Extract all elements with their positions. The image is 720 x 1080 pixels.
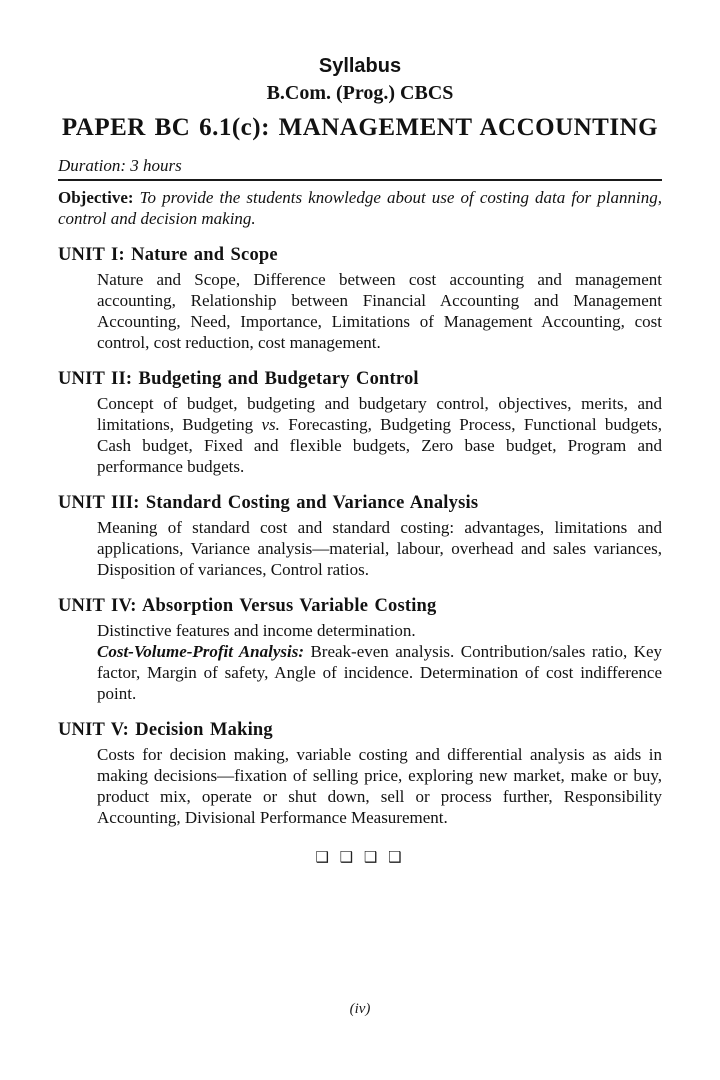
- duration-rule: [58, 155, 662, 181]
- paper-title: PAPER BC 6.1(c): MANAGEMENT ACCOUNTING: [61, 114, 659, 141]
- unit-4-line1: Distinctive features and income determination.: [97, 621, 416, 640]
- unit-4-section: [58, 595, 662, 704]
- page-number: (iv): [349, 1001, 371, 1017]
- unit-4-heading: UNIT IV: Absorption Versus Variable Costing: [58, 596, 437, 616]
- unit-4-cvp-text: Break-even analysis. Contribution/sales ratio, Key factor, Margin of safety, Angle of incidence. Determination of cost indifference point.: [97, 642, 663, 703]
- unit-2-section: [58, 368, 662, 477]
- unit-4-body: [97, 620, 662, 704]
- unit-2-body-part2: Forecasting, Budgeting Process, Functional budgets, Cash budget, Fixed and flexible budgets, Zero base budget, Program and performance budgets.: [97, 415, 663, 476]
- unit-1-body: Nature and Scope, Difference between cost accounting and management accounting, Relationship between Financial Accounting and Management Accounting, Need, Importance, Limitations of Management Accounting, cost control, cost reduction, cost management.: [97, 270, 662, 352]
- unit-3-heading: UNIT III: Standard Costing and Variance Analysis: [58, 493, 479, 513]
- section-end-marks: ❑ ❑ ❑ ❑: [315, 848, 405, 866]
- unit-1-heading: UNIT I: Nature and Scope: [58, 245, 278, 265]
- objective-paragraph: [58, 187, 662, 229]
- unit-3-section: [58, 492, 662, 580]
- series-title: Syllabus: [318, 55, 402, 77]
- objective-text: To provide the students knowledge about use of costing data for planning, control and decision making.: [58, 188, 662, 228]
- objective-label: Objective:: [58, 188, 134, 207]
- unit-2-vs-italic: vs.: [261, 415, 280, 434]
- program-title: B.Com. (Prog.) CBCS: [266, 82, 454, 104]
- unit-5-body: Costs for decision making, variable costing and differential analysis as aids in making decisions—fixation of selling price, exploring new market, make or buy, product mix, operate or shut down, sell or process further, Responsibility Accounting, Divisional Performance Measurement.: [97, 745, 662, 827]
- unit-2-heading: UNIT II: Budgeting and Budgetary Control: [58, 369, 419, 389]
- unit-1-section: [58, 244, 662, 353]
- duration-text: Duration: 3 hours: [58, 156, 182, 175]
- document-header: [58, 54, 662, 181]
- unit-3-body: Meaning of standard cost and standard costing: advantages, limitations and applications, Variance analysis—material, labour, overhead and sales variances, Disposition of variances, Control ratios.: [97, 518, 662, 579]
- unit-5-section: [58, 719, 662, 828]
- unit-2-body-part1: Concept of budget, budgeting and budgetary control, objectives, merits, and limitations, Budgeting: [97, 394, 662, 434]
- unit-5-heading: UNIT V: Decision Making: [58, 720, 273, 740]
- unit-4-cvp-label: Cost-Volume-Profit Analysis:: [97, 642, 305, 661]
- unit-2-body: [97, 393, 662, 477]
